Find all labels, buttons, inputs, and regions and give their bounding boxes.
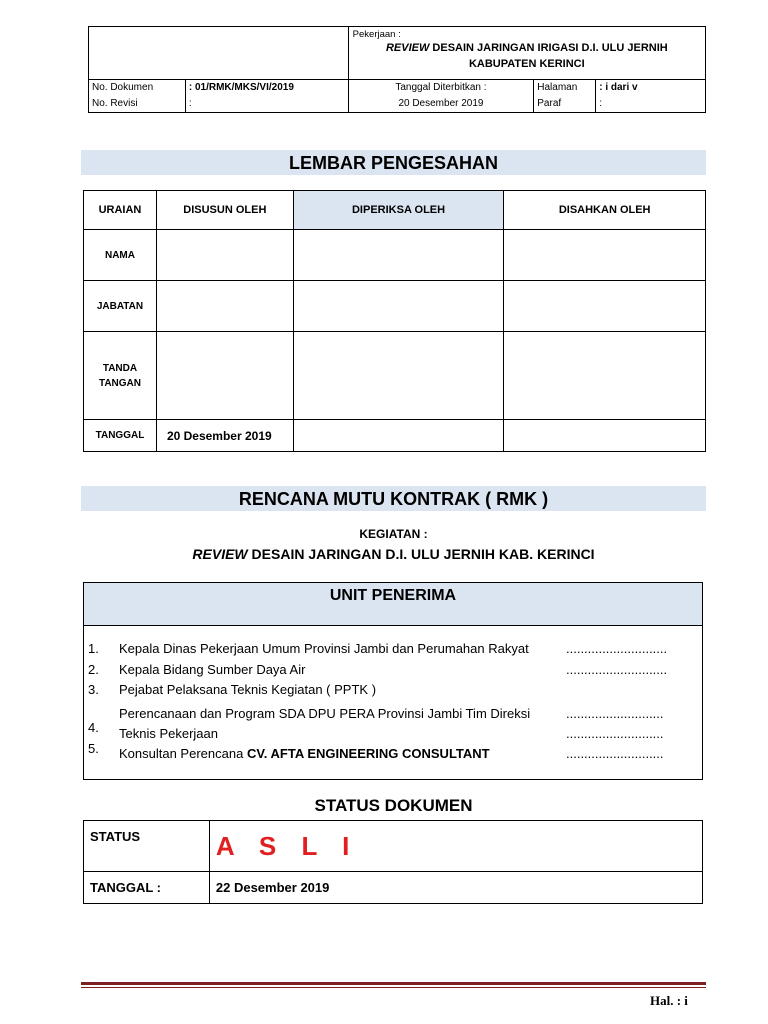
status-dokumen-title: STATUS DOKUMEN xyxy=(314,796,473,815)
paraf-value: : xyxy=(596,96,706,113)
paraf-label: Paraf xyxy=(534,96,596,113)
col-uraian: URAIAN xyxy=(84,191,157,230)
halaman-value: : i dari v xyxy=(596,80,706,97)
cell-nama-diperiksa xyxy=(293,230,504,281)
list-item: 3. Pejabat Pelaksana Teknis Kegiatan ( PPTK ) xyxy=(88,682,377,697)
cell-tanggal-disahkan xyxy=(504,420,706,452)
tanggal-value: 20 Desember 2019 xyxy=(156,420,293,452)
kegiatan-title: REVIEW DESAIN JARINGAN D.I. ULU JERNIH KAB. KERINCI xyxy=(192,546,595,562)
row-jabatan: JABATAN xyxy=(84,281,157,332)
col-diperiksa-oleh: DIPERIKSA OLEH xyxy=(293,191,504,230)
cell-ttd-disahkan xyxy=(504,332,706,420)
pekerjaan-label: Pekerjaan : xyxy=(352,29,401,40)
no-revisi-label: No. Revisi xyxy=(89,96,186,113)
project-title: REVIEW DESAIN JARINGAN IRIGASI D.I. ULU JERNIH xyxy=(385,42,668,54)
kegiatan-label: KEGIATAN : xyxy=(359,527,428,541)
no-dokumen-label: No. Dokumen xyxy=(89,80,186,97)
document-header-table xyxy=(88,26,706,113)
cell-ttd-disusun xyxy=(156,332,293,420)
project-title-line2: KABUPATEN KERINCI xyxy=(468,58,585,70)
status-tanggal-value: 22 Desember 2019 xyxy=(209,872,702,904)
row-nama: NAMA xyxy=(84,230,157,281)
page-number: Hal. : i xyxy=(650,993,688,1008)
status-dokumen-table xyxy=(83,820,703,904)
tanggal-diterbitkan-value: 20 Desember 2019 xyxy=(348,96,534,113)
cell-ttd-diperiksa xyxy=(293,332,504,420)
status-label: STATUS xyxy=(84,821,210,872)
cell-nama-disahkan xyxy=(504,230,706,281)
cell-tanggal-diperiksa xyxy=(293,420,504,452)
list-item: 5. Konsultan Perencana CV. AFTA ENGINEERING CONSULTANT ........................... xyxy=(88,741,664,761)
cell-jabatan-diperiksa xyxy=(293,281,504,332)
list-item: 1. Kepala Dinas Pekerjaan Umum Provinsi Jambi dan Perumahan Rakyat ............................ xyxy=(88,641,668,656)
row-tanda-tangan: TANDA TANGAN xyxy=(84,332,157,420)
unit-penerima-box xyxy=(83,582,703,780)
list-item: Perencanaan dan Program SDA DPU PERA Provinsi Jambi Tim Direksi ........................... xyxy=(119,706,664,721)
lembar-pengesahan-title: LEMBAR PENGESAHAN xyxy=(81,150,706,175)
logo-cell xyxy=(89,27,349,80)
no-revisi-value: : xyxy=(185,96,348,113)
status-value: A S L I xyxy=(209,821,702,872)
status-tanggal-label: TANGGAL : xyxy=(84,872,210,904)
list-item: 4. Teknis Pekerjaan ........................... xyxy=(88,720,664,741)
footer-rule-thin xyxy=(81,987,706,988)
halaman-label: Halaman xyxy=(534,80,596,97)
rmk-title: RENCANA MUTU KONTRAK ( RMK ) xyxy=(81,486,706,511)
project-cell xyxy=(348,27,705,80)
unit-penerima-title: UNIT PENERIMA xyxy=(84,583,702,626)
footer-rule-thick xyxy=(81,982,706,985)
col-disahkan-oleh: DISAHKAN OLEH xyxy=(504,191,706,230)
no-dokumen-value: : 01/RMK/MKS/VI/2019 xyxy=(185,80,348,97)
pengesahan-table xyxy=(83,190,706,452)
cell-jabatan-disusun xyxy=(156,281,293,332)
row-tanggal: TANGGAL xyxy=(84,420,157,452)
tanggal-diterbitkan-label: Tanggal Diterbitkan : xyxy=(348,80,534,97)
cell-nama-disusun xyxy=(156,230,293,281)
list-item: 2. Kepala Bidang Sumber Daya Air ............................ xyxy=(88,662,668,677)
cell-jabatan-disahkan xyxy=(504,281,706,332)
col-disusun-oleh: DISUSUN OLEH xyxy=(156,191,293,230)
